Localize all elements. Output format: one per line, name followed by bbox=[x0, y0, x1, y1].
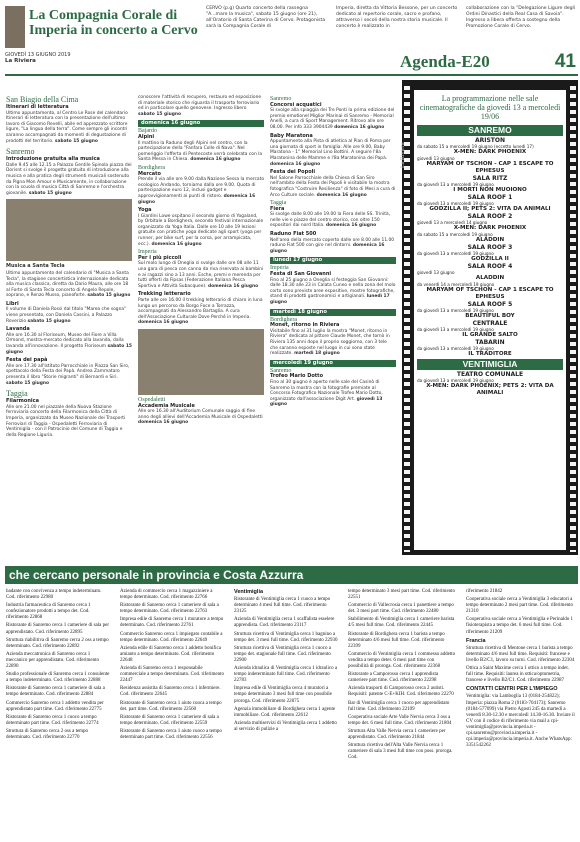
screening-schedule: da giovedì 13 a mercoledì 19 giugno bbox=[417, 378, 494, 383]
event-title: Fiera bbox=[270, 205, 285, 212]
job-listing: Impresa edile di Sanremo cerca 1 muratore a tempo determinato. Cod. riferimento 22761 bbox=[120, 617, 224, 629]
page-number: 41 bbox=[554, 51, 576, 72]
screening-schedule: da sabato 15 a mercoledì 19 giugno bbox=[417, 232, 493, 237]
job-listing: Struttura ricettiva di Mentone cerca 1 barista a tempo determinato 4/6 mesi full time. Requisiti: francese e livello B2/C1, lavoro su turni. Cod. riferimento 22304 bbox=[466, 645, 575, 663]
job-listing: Ristorante di Sanremo cerca 1 cameriere di sala a tempo determinato. Cod. riferimento 22763 bbox=[120, 603, 219, 615]
event-date: domenica 16 giugno bbox=[138, 420, 189, 426]
cinema-city: SANREMO bbox=[417, 125, 563, 136]
event-item bbox=[270, 272, 396, 306]
event-date: domenica 16 giugno bbox=[270, 243, 385, 254]
job-listing: Residenza assistita di Sanremo cerca 1 infermiere. Cod. riferimento 22645 bbox=[120, 686, 221, 698]
job-listing: Commercio di Ventimiglia cerca 1 commesso addetto vendita a tempo deter. 6 mesi part time con possibilità di proroga. Cod. riferimento 22368 bbox=[348, 651, 456, 670]
event-title: Introduzione gratuita alla musica bbox=[6, 156, 100, 163]
film-title: IL GRANDE SALTO bbox=[462, 332, 518, 338]
film-title: X-MEN: DARK PHOENIX bbox=[453, 149, 527, 155]
job-listing: Commercio Sanremo cerca 1 impiegato contabile a tempo determinato. Cod. riferimento 22649 bbox=[120, 631, 223, 643]
event-text: Prende il via alle ore 9.00 dalla Nazione Sessa la mercato ecologico Andando, torniamo dalla ore 9.00. Quota di partecipazione euro 12, inclusi gadget e approvvigionamenti ai punti di ristoro. bbox=[138, 177, 265, 199]
job-listing: Ottica a Saint Maxime cerca 1 ottico a tempo indet. full time. Requisiti: laurea in ottica/optometria, francese e livello B2/C1. Cod. riferimento 22987 bbox=[466, 666, 570, 684]
cinema-name: ARISTON bbox=[474, 137, 506, 144]
event-title: Festa dei papà bbox=[6, 357, 48, 364]
section-header bbox=[400, 52, 578, 72]
job-listing: Azienda trasporti di Camporosso cerca 2 autisti. Requisiti: patente C-E+KIH. Cod. riferimento 22270 bbox=[348, 686, 454, 698]
screening-schedule: da giovedì 13 a mercoledì 19 giugno bbox=[417, 327, 494, 332]
location-heading: Sanremo bbox=[6, 147, 35, 157]
event-item bbox=[138, 95, 264, 117]
event-title: Festa di San Giovanni bbox=[270, 271, 332, 278]
job-listing: tempo determinato 3 mesi part time. Cod. riferimento 22551 bbox=[348, 589, 456, 601]
event-item bbox=[6, 157, 132, 196]
event-text: Ultimo appuntamento, al Centro Le Rose del calendario Itinerari di letteratura con la presentazione dell'ultimo lavoro di Giacomo Revelli, abile ed apprezzato scrittore ligure, "La lingua della terra". Come sempre gli incontri saranno accompagnati da momenti di degustazione di prodotti del territorio. bbox=[6, 110, 128, 144]
event-date: giovedì 13 giugno bbox=[270, 396, 383, 408]
event-title: Mercato bbox=[138, 170, 161, 177]
job-listing: Cooperativa sociale cerca a Ventimiglia 3 educatori a tempo determinato 2 mesi part time. Cod. riferimento 21310 bbox=[466, 597, 574, 615]
job-listing: Ventimiglia: via Lamboglia 13 (0184-254822); Imperia: piazza Roma 2 (0183-704173); Sanremo (0184-577099) via Pietro Agosti 245 da martedì a venerdì 8.30-12.30 e mercoledì 14.30-16.30. Inviare il CV con il codice di riferimento via mail a cpi-ventimiglia@provincia.imperia.it - cpi.sanremo@provincia.imperia.it - cpi.imperia@provincia.imperia.it. Anche WhatsApp: 3351542262 bbox=[466, 694, 575, 749]
event-title: Yoga bbox=[138, 207, 152, 214]
film-side-label: La Riviera bbox=[400, 142, 406, 168]
film-title: X-MEN: DARK PHOENIX; PETS 2: VITA DA ANIMALI bbox=[426, 383, 554, 396]
film-title: BEAUTIFUL BOY bbox=[465, 313, 515, 319]
job-listing: Struttura ricettiva dell'Alta Valle Nervia cerca 1 cameriere di sala 3 mesi full time con poss. proroga. Cod. bbox=[348, 743, 453, 761]
screening-schedule: da giovedì 13 a mercoledì 19 giugno bbox=[417, 346, 494, 351]
cinema-name: SALA ROOF 3 bbox=[467, 244, 513, 251]
event-text: Alle ore 17.30 all'Istituto Parrocchiale in Piazza San Siro, spettacolo della Festa dei Papà. Andrea Zammataro presenta il libro "Storie migranti" di Bernardi e Siri. bbox=[6, 363, 130, 380]
event-title: Itinerari di letteratura bbox=[6, 104, 69, 110]
screening-schedule: da sabato 15 a mercoledì 19 giugno (eccetto lunedì 17) bbox=[417, 144, 534, 149]
jobs-column-4 bbox=[348, 589, 456, 763]
photo-caption: Musica a Santa Tecla bbox=[6, 263, 65, 270]
event-date: sabato 15 giugno bbox=[6, 344, 132, 355]
job-listing: Ristorante di Sanremo cerca 1 cameriere di sala a tempo determinato. Cod. riferimento 22884 bbox=[6, 686, 105, 698]
event-title: Trofeo Mario Dotto bbox=[270, 373, 324, 380]
jobs-column-2 bbox=[120, 589, 224, 743]
jobs-section-heading: Ventimiglia bbox=[234, 589, 264, 595]
event-text: Appuntamento alla Pista di atletica al Pian di Poma per una giornata di sport in famiglia. Alle ore 9.00, Baby Maratona - 1° Memorial Lino Bottini. A seguire l'8a Maratonina delle Mamme e l'8a Maratonina dei Papà. bbox=[270, 139, 391, 161]
event-item bbox=[138, 292, 264, 326]
job-listing: Cooperativa sociale cerca a Ventimiglia e Perinaldo 1 fisioterapista a tempo det. 6 mesi full time. Cod. riferimento 21209 bbox=[466, 617, 573, 635]
job-listing: Azienda di Ventimiglia cerca 1 scaffalista esselere apprendista. Cod. riferimento 23117 bbox=[234, 617, 335, 629]
event-text: Ultimo appuntamento del calendario di "Musica a Santa Tecla", la stagione concertistica internazionale dedicata alla musica classica, diretta da Dario Maura, alle ore 18 al Forte di Santa Tecla concerto di Angelo Repole, soprano, e Renzo Musso, pianoforte. bbox=[6, 270, 129, 299]
event-title: Baby Maratona bbox=[270, 132, 313, 139]
event-title: Per i più piccoli bbox=[138, 254, 182, 261]
event-date: sabato 15 giugno bbox=[28, 190, 72, 196]
film-title: X-MEN: DARK PHOENIX bbox=[453, 225, 527, 231]
lead-headline: La Compagnia Corale di Imperia in concerto a Cervo bbox=[29, 8, 198, 38]
event-item bbox=[138, 208, 264, 247]
event-date: domenica 16 giugno bbox=[325, 223, 377, 229]
event-text: I Giardini Lowe ospitano il secondo giorno di Yogaland, by Orbitale a Bordighera, secondo festival internazionale organizzato da Yoga Italia. Dalle ore 10 alle 19 lezioni gratuite con pratiche yoga dedicate agli sport (yoga per runner, per bike surf, per la corsa, per arrampicata, ecc.). bbox=[138, 213, 264, 247]
cinema-name: SALA ROOF 1 bbox=[467, 194, 513, 201]
event-text: Alle ore 16.30 al Floriseum, Museo del Fiore a Villa Ormond, mostra-mercato dedicato alla lavanda, dalla lavanda all'innovazione. Il progetto Floriseum bbox=[6, 332, 124, 350]
job-listing: Azienda multiservizi di Ventimiglia cerca 1 addetto al servizio di pulizie a bbox=[234, 720, 337, 732]
location-heading: Sanremo bbox=[270, 96, 292, 102]
job-listing: Struttura riabilitiva di Sanremo cerca 2 oss a tempo determinato. Cod. riferimento 22892 bbox=[6, 637, 109, 649]
event-text: Nel Salone Parrocchiale della Chiesa di San Siro nell'ambito della Festa dei Popoli è visitabile la mostra fotografica "Costruire Resilienza" di foto di Mesi a cura di Arco Culture sociale. bbox=[270, 175, 396, 198]
job-listing: Azienda idraulica di Ventimiglia cerca 1 idraulico a tempo indeterminato full time. Cod. riferimento 22783 bbox=[234, 666, 338, 684]
event-title: Accademia Musicale bbox=[138, 402, 195, 409]
lead-text-2: Imperia, diretta da Vittoria Bessone, per un concerto dedicato al repertorio corale, sacro e profano, attraverso i secoli della nostra storia musicale. Il concerto è realizzato in bbox=[336, 6, 458, 29]
job-listing: Azienda meccatronica di Sanremo cerca 1 meccanico per apprendistato. Cod. riferimento 22890 bbox=[6, 651, 100, 670]
jobs-section-heading: CONTATTI CENTRI PER L'IMPIEGO bbox=[466, 686, 558, 693]
job-listing: Struttura ricettiva di Ventimiglia cerca 1 bagnino a tempo det. 3 mesi full time. Cod. riferimento 22930 bbox=[234, 631, 338, 643]
screening-schedule: giovedì 13 giugno bbox=[417, 156, 455, 161]
event-item bbox=[270, 207, 396, 229]
job-listing: Ristorante di Sanremo cerca 1 cameriere di sala per apprendistato. Cod. riferimento 22895 bbox=[6, 623, 110, 635]
film-perforations-right bbox=[570, 82, 576, 552]
cinema-listings-inner bbox=[414, 90, 566, 550]
date-band: martedì 18 giugno bbox=[270, 309, 396, 316]
event-date: domenica 16 giugno bbox=[190, 157, 241, 163]
issue-date: GIOVEDÌ 13 GIUGNO 2019 bbox=[5, 52, 71, 58]
job-listing: Struttura ricettiva di Ventimiglia cerca 1 cuoco a tempo det. stagionale full time. Cod. riferimento 22900 bbox=[234, 645, 331, 663]
date-band: lunedì 17 giugno bbox=[270, 257, 396, 264]
screening-schedule: da giovedì 13 a mercoledì 19 giugno bbox=[417, 308, 494, 313]
header-rule bbox=[5, 74, 578, 76]
job-listing: Ristorante di Sanremo cerca 1 aiuto cuoca a tempo det. part time. Cod. riferimento 22560 bbox=[120, 700, 222, 712]
event-title: Concorsi acquatici bbox=[270, 101, 322, 108]
job-listing: Industria farmaceutica di Sanremo cerca 1 confezionatore prodotti a tempo det. Cod. riferimento 22868 bbox=[6, 603, 91, 621]
jobs-banner: che cercano personale in provincia e Costa Azzurra bbox=[5, 566, 578, 584]
agenda-column-1 bbox=[6, 95, 132, 441]
job-listing: Struttura Alta Valle Nervia cerca 1 cameriere per apprendistato. Cod. riferimento 21844 bbox=[348, 728, 446, 740]
event-item bbox=[138, 256, 264, 290]
event-text: Fino al 25 giugno a Oneglia si festeggia San Giovanni: dalle 18.30 alle 23 in Calata Cuneo e nella zona del molo corto sono previste aree espositive, mostre fotografiche, stand di prodotti gastronomici e artigianali. bbox=[270, 277, 396, 300]
cinema-name: CENTRALE bbox=[472, 320, 508, 327]
event-date: domenica 16 giugno bbox=[316, 192, 367, 198]
jobs-column-5 bbox=[466, 589, 576, 751]
event-item bbox=[270, 323, 396, 357]
event-text: Si svolge dalle 8.00 alle 19.00 la Fiera delle SS. Trinità, nelle vie e piazze del centro storico, con oltre 150 espositori dai nord Italia. bbox=[270, 212, 391, 229]
event-title: Filarmonica bbox=[6, 398, 39, 405]
event-item bbox=[270, 170, 396, 198]
jobs-column-3 bbox=[234, 589, 338, 735]
lead-text-1: CERVO (p.g) Quarto concerto della rassegna "A...mare la musica", sabato 15 giugno (ore 21), all'Oratorio di Santa Caterina di Cervo. Protagonista sarà la Compagnia Corale di bbox=[206, 6, 326, 29]
cinema-name: TABARIN bbox=[475, 339, 505, 346]
film-title: ALADDIN bbox=[475, 275, 505, 281]
film-title: MARYAM OF TSCHON - CAP 1 ESCAPE TO EPHESUS bbox=[426, 287, 554, 300]
location-heading: Taggia bbox=[270, 200, 287, 207]
cinema-listings bbox=[402, 80, 578, 555]
job-listing: Impresa edile di Ventimiglia cerca 4 muratori a tempo determinato 3 mesi full time con possibile proroga. Cod. riferimento 22875 bbox=[234, 686, 332, 704]
location-heading: Imperia bbox=[270, 265, 289, 272]
event-item bbox=[270, 103, 396, 131]
event-date: sabato 15 giugno bbox=[27, 318, 71, 324]
film-title: IL TRADITORE bbox=[468, 351, 512, 357]
film-title: I MORTI NON MUOIONO bbox=[453, 187, 527, 193]
job-listing: Ristorante a Camporosso cerca 1 apprendista cameriere part time. Cod. riferimento 22298 bbox=[348, 672, 439, 684]
screening-schedule: da giovedì 13 a mercoledì 19 giugno bbox=[417, 201, 494, 206]
event-text: Il volume di Daniela Rossi dal titolo "Marea che sogna" viene presentato, con Daniela Cassini, a Palazzo Roverizio bbox=[6, 307, 127, 324]
job-listing: riferimento 21842 bbox=[466, 589, 503, 594]
event-title: Libri bbox=[6, 300, 19, 307]
event-date: sabato 15 giugno bbox=[54, 138, 98, 144]
event-title: Monet, ritorno in Riviera bbox=[270, 322, 340, 329]
cinema-intro: La programmazione nelle sale cinematografiche da giovedì 13 a mercoledì 19/06 bbox=[419, 94, 561, 121]
job-listing: Commercio di Vallecrosia cerca 1 panettiere a tempo det. 3 mesi part time. Cod. riferimento 22480 bbox=[348, 603, 454, 615]
job-listing: Commercio Sanremo cerca 1 addetto vendita per apprendistato part time. Cod. riferimento 22775 bbox=[6, 700, 104, 712]
event-date: domenica 16 giugno bbox=[270, 161, 321, 167]
cinema-name: SALA RITZ bbox=[472, 175, 508, 182]
agenda-column-2 bbox=[138, 95, 264, 429]
event-item bbox=[6, 327, 132, 355]
top-strip bbox=[0, 0, 580, 78]
cinema-name: SALA ROOF 2 bbox=[467, 213, 513, 220]
jobs-section-heading: Francia bbox=[466, 637, 486, 644]
location-heading: San Biagio della Cima bbox=[6, 95, 79, 104]
event-text: Dalle 9.45 alle 12.15 a Palazzo Gentile Spinola piazza dei Dorisnt si svolge il progetto gratuito di introduzione alla musica e alla pratica degli strumenti musicali sostenuto da Pigna Mon Amour e Musicamente, in collaborazione con la scuola di musica Città di Sanremo e l'orchestra giovanile. bbox=[6, 162, 132, 196]
job-listing: Ristorante di Bordighera cerca 1 barista a tempo determinato 4/6 mesi full time. Cod. riferimento 22399 bbox=[348, 631, 445, 649]
event-item bbox=[270, 134, 396, 168]
event-text: Parte alle ore 16.00 il trekking letterario di chiaro in luna lungo un percorso da Borgo Foce a Torrazza, accompagnati da Alessandro Bartaglia. A cura dell'Associazione Culturale Dove Perché in Imperia. bbox=[138, 298, 263, 320]
location-heading: Sanremo bbox=[270, 367, 292, 374]
screening-schedule: da giovedì 13 a mercoledì 19 giugno bbox=[417, 251, 494, 256]
job-listing: Azienda di Sanremo cerca 1 responsabile commerciale a tempo determinato. Cod. riferimento 22447 bbox=[120, 666, 224, 684]
event-text: Visitabile fino al 31 luglio la mostra "Monet, ritorno in Riviera" dedicata al pittore Claude Monet, che tornò in Riviera 135 anni dopo il proprio soggiorno, con 3 tele che saranno esposte nel luogo in cui sono state realizzate. bbox=[270, 328, 390, 357]
screening-schedule: giovedì 13 a mercoledì 14 giugno bbox=[417, 220, 488, 225]
event-date: domenica 16 giugno bbox=[334, 124, 385, 130]
location-heading: Bordighera bbox=[270, 316, 297, 323]
job-listing: Azienda di commercio cerca 1 magazziniere a tempo determinato. Cod. riferimento 22766 bbox=[120, 589, 213, 601]
cinema-name: SALA ROOF 4 bbox=[467, 263, 513, 270]
job-listing: Bar di Ventimiglia cerca 1 cuoco per apprendistato full time. Cod. riferimento 22109 bbox=[348, 700, 450, 712]
job-listing: Azienda edile di Sanremo cerca 1 addetto bonifica amianto a tempo determinato. Cod. riferimento 22648 bbox=[120, 645, 221, 663]
date-band: domenica 16 giugno bbox=[138, 120, 264, 127]
event-text: Nell'area della mercato coperto dalle ore 8.00 alle 11.00 raduno Fiat 500 con giro nel dintorni. bbox=[270, 237, 395, 249]
job-listing: badante con convivenza a tempo indeterminato. Cod. riferimento 22980 bbox=[6, 589, 102, 601]
event-title: Alpini bbox=[138, 133, 155, 140]
paper-name: La Riviera bbox=[5, 58, 36, 64]
film-title: MARYAM OF TSCHON - CAP 1 ESCAPE TO EPHESUS bbox=[426, 161, 554, 174]
event-item bbox=[138, 172, 264, 206]
event-item bbox=[6, 358, 132, 386]
cinema-name: SALA ROOF 5 bbox=[467, 301, 513, 308]
event-date: domenica 16 giugno bbox=[207, 283, 259, 289]
film-title: ALADDIN bbox=[475, 237, 505, 243]
concert-photo bbox=[6, 199, 132, 261]
lead-text-3: collaborazione con la "Delegazione Ligure degli Ordini Dinastici della Real Casa di Savoia". Ingresso a libera offerta a sostegno della Promozione Corale di Cervo. bbox=[466, 6, 576, 29]
section-title: Agenda-E20 bbox=[400, 52, 490, 71]
cinema-name: TEATRO COMUNALE bbox=[456, 371, 524, 378]
event-title: Lavanda bbox=[6, 326, 30, 333]
event-text: Fino al 30 giugno è aperto nelle sale del Casinò di Sanremo la mostra con la fotografie premiate al Concorso Fotografico Nazionale Trofeo Mario Dotto, organizzato dall'associazione Digit Art. bbox=[270, 379, 383, 402]
film-title: GODZILLA II; PETS 2: VITA DA ANIMALI bbox=[429, 206, 551, 212]
job-listing: Ristorante di Sanremo cerca 1 cuoco a tempo determinato part time. Cod. riferimento 22774 bbox=[6, 714, 99, 726]
job-listing: Stabilimento di Ventimiglia cerca 1 cameriere barista 4/5 mesi full time. Cod. riferimento 22445 bbox=[348, 617, 455, 629]
location-heading: Imperia bbox=[138, 249, 157, 256]
event-date: sabato 15 giugno bbox=[138, 111, 182, 117]
event-date: sabato 15 giugno bbox=[6, 380, 50, 386]
event-item bbox=[6, 302, 132, 324]
job-listing: Ristorante di Ventimiglia cerca 1 cuoco a tempo determinato 4 mesi full time. Cod. riferimento 23125 bbox=[234, 597, 331, 615]
job-listing: Cooperativa sociale Arte Valle Nervia cerca 3 oss a tempo det. 6 mesi full time. Cod. riferimento 21804 bbox=[348, 714, 452, 726]
screening-schedule: da giovedì 13 a mercoledì 19 giugno bbox=[417, 182, 494, 187]
date-band: mercoledì 19 giugno bbox=[270, 360, 396, 367]
event-text: Sul molo lungo di Oneglia si svolge dalle ore 08 alle 11 una gara di pesca con canna da riva riservata ai bambini e ai ragazzi sino a 13 anni. Esche, premi e merenda per tutti offerti da Fipsas (Federazione Italiana Pesca Sportiva e Attività Subacquee). bbox=[138, 261, 264, 289]
film-title: GODZILLA II bbox=[471, 256, 509, 262]
event-item bbox=[138, 404, 264, 426]
location-heading: Bajardo bbox=[138, 128, 157, 135]
jobs-column-1 bbox=[6, 589, 110, 743]
screening-schedule: giovedì 13 giugno bbox=[417, 270, 455, 275]
event-item bbox=[270, 374, 396, 408]
event-title: Trekking letterario bbox=[138, 291, 191, 298]
event-title: Festa dei Popoli bbox=[270, 169, 316, 176]
event-date: martedì 18 giugno bbox=[294, 351, 340, 357]
music-photo bbox=[138, 329, 264, 395]
event-text: Il mattino la Raduno degli Alpini nel centro, con la partecipazione della "Fanfara Colle di Nava". Nel pomeriggio l'offerta di Pentecoste verrà celebrata con la Santa Messa in Chiesa. bbox=[138, 140, 263, 163]
cinema-city: VENTIMIGLIA bbox=[417, 359, 563, 370]
event-title: Raduno Fiat 500 bbox=[270, 231, 317, 238]
event-item bbox=[6, 271, 132, 299]
publication-line bbox=[5, 52, 71, 64]
event-text: Si svolge alla spiaggia dei Tre Ponti la prima edizione del premio emotionel Miglior Marinai di Sanremo - Memorial Anelli, a cura di Sport Management. Ritrovo alle ore 08.00. Per info 333 3904439 bbox=[270, 108, 395, 130]
choir-photo bbox=[5, 6, 25, 48]
event-text: conoscere l'attività di recupero, restauro ed esposizione di materiale storico che riguarda il trasporto ferroviario ed in particolare quello genovese. Ingresso libero bbox=[138, 95, 262, 112]
job-listing: Agenzia immobiliare di Bordighera cerca 1 agente immobiliare. Cod. riferimento 22612 bbox=[234, 706, 336, 718]
job-listing: Ristorante di Sanremo cerca 1 aiuto cuoco a tempo determinato part time. Cod. riferimento 22556 bbox=[120, 728, 222, 740]
event-date: sabato 15 giugno bbox=[87, 293, 131, 299]
job-listing: Studio professionale di Sanremo cerca 1 consulente a tempo indeterminato. Cod. riferimento 22888 bbox=[6, 672, 110, 684]
event-date: lunedì 17 giugno bbox=[270, 294, 390, 305]
location-heading: Ospedaletti bbox=[138, 396, 166, 403]
event-item bbox=[6, 399, 132, 438]
screening-schedule: da venerdì 14 a mercoledì 19 giugno bbox=[417, 282, 495, 287]
agenda-column-3 bbox=[270, 95, 396, 411]
event-date: domenica 16 giugno bbox=[151, 241, 202, 247]
event-text: Alle ore 16.30 all'Auditorium Comunale saggio di fine anno degli allievi dell'Accademia Musicale di Ospedaletti bbox=[138, 409, 263, 420]
job-listing: Ristorante di Sanremo cerca 1 cameriere di sala a tempo determinato. Cod. riferimento 22559 bbox=[120, 714, 219, 726]
event-date: domenica 16 giugno bbox=[138, 320, 189, 326]
job-listing: Struttura di Sanremo cerca 2 oss a tempo determinato. Cod. riferimento 22770 bbox=[6, 728, 89, 740]
event-item bbox=[270, 232, 396, 254]
event-date: domenica 16 giugno bbox=[138, 193, 256, 205]
event-item bbox=[6, 105, 132, 144]
event-item bbox=[138, 135, 264, 163]
location-heading: Taggia bbox=[6, 389, 28, 399]
event-text: Alle ore 21.00 nel piazzale della Nuova Stazione ferroviaria concerto della Filarmonica della Città di Imperia, organizzato da Museo Nazionale dei Trasporti Ferroviari di Taggia - Ospedaletti Ferroviaria di Ventimiglia - con il Patrocinio del Comune di Taggia e della Regione Liguria. bbox=[6, 404, 126, 438]
location-heading: Bordighera bbox=[138, 164, 165, 171]
